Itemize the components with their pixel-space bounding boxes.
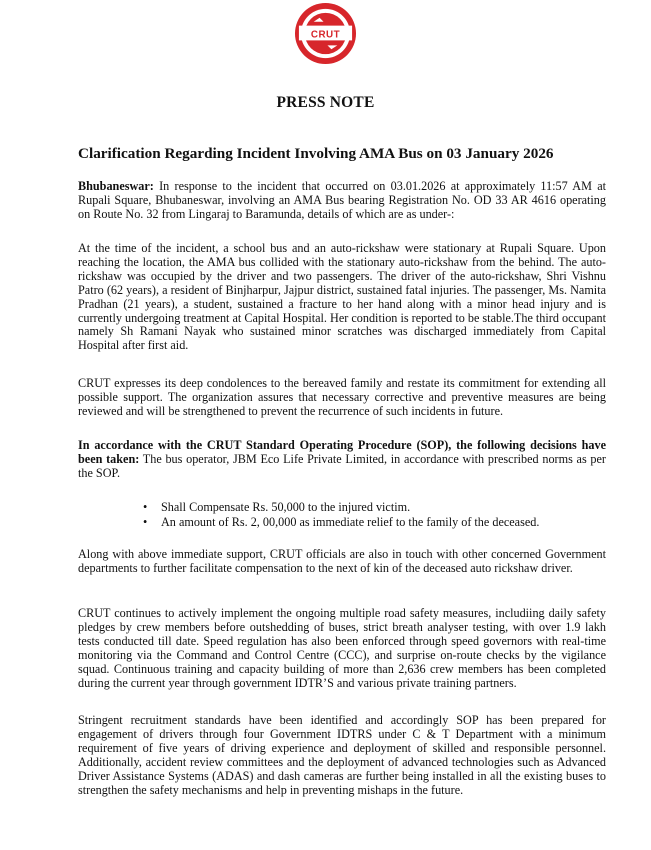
paragraph-sop-decisions (78, 439, 606, 481)
headline: Clarification Regarding Incident Involving AMA Bus on 03 January 2026 (78, 145, 554, 162)
paragraph-intro (78, 180, 606, 222)
crut-logo (294, 2, 357, 65)
bullet-text: Shall Compensate Rs. 50,000 to the injured victim. (161, 500, 411, 514)
list-item (140, 500, 610, 515)
decision-bullet-list (140, 500, 610, 530)
sop-text: The bus operator, JBM Eco Life Private Limited, in accordance with prescribed norms as per the SOP. (78, 451, 606, 480)
list-item (140, 515, 610, 530)
intro-text: In response to the incident that occurred on 03.01.2026 at approximately 11:57 AM at Rupali Square, Bhubaneswar, involving an AMA Bus bearing Registration No. OD 33 AR 4616 operating on Route No. 32 from Lingaraj to Baramunda, details of which are as under-: (78, 179, 606, 221)
bullet-icon: • (143, 500, 148, 514)
paragraph-incident-details: At the time of the incident, a school bus and an auto-rickshaw were stationary at Rupali Square. Upon reaching the location, the AMA bus collided with the stationary auto-rickshaw from the behind. The auto-rickshaw was occupied by the driver and two passengers. The driver of the auto-rickshaw, Shri Vishnu Patro (62 years), a resident of Binjharpur, Jajpur district, sustained fatal injuries. The passenger, Ms. Namita Pradhan (21 years), a student, sustained a fracture to her hand along with a minor head injury and is currently undergoing treatment at Capital Hospital. Her condition is reported to be stable.The third occupant namely Sh Ramani Nayak who sustained minor scratches was discharged immediately from Capital Hospital after first aid. (78, 241, 606, 353)
bullet-text: An amount of Rs. 2, 00,000 as immediate relief to the family of the deceased. (161, 515, 540, 529)
crut-logo-icon (294, 2, 357, 65)
paragraph-condolences: CRUT expresses its deep condolences to the bereaved family and restate its commitment for extending all possible support. The organization assures that necessary corrective and preventive measures are being reviewed and will be strengthened to prevent the recurrence of such incidents in future. (78, 376, 606, 418)
svg-text:CRUT: CRUT (310, 29, 341, 41)
page-title: PRESS NOTE (276, 94, 375, 111)
paragraph-further-support: Along with above immediate support, CRUT officials are also in touch with other concerned Government departments to further facilitate compensation to the next of kin of the deceased auto rickshaw driver. (78, 547, 606, 575)
sop-lead: In accordance with the CRUT Standard Operating Procedure (SOP), the following decisions have been taken: (78, 438, 606, 466)
paragraph-safety-measures: CRUT continues to actively implement the ongoing multiple road safety measures, includiing daily safety pledges by crew members before outshedding of buses, strict breath analyser testing, with over 1.9 lakh tests conducted till date. Speed regulation has also been enforced through speed governors with real-time monitoring via the Command and Control Centre (CCC), and surprise on-route checks by the vigilance squad. Continuous training and capacity building of more than 2,636 crew members has been completed during the current year through government IDTR’S and various private training partners. (78, 606, 606, 690)
bullet-icon: • (143, 515, 148, 529)
location-lead: Bhubaneswar: (78, 179, 154, 193)
paragraph-recruitment-standards: Stringent recruitment standards have been identified and accordingly SOP has been prepared for engagement of drivers through four Government IDTRS under C & T Department with a minimum requirement of five years of driving experience and deployment of skilled and responsible personnel. Additionally, accident review committees and the deployment of advanced technologies such as Advanced Driver Assistance Systems (ADAS) and dash cameras are further being installed in all the existing buses to strengthen the safety mechanisms and help in preventing mishaps in the future. (78, 713, 606, 797)
